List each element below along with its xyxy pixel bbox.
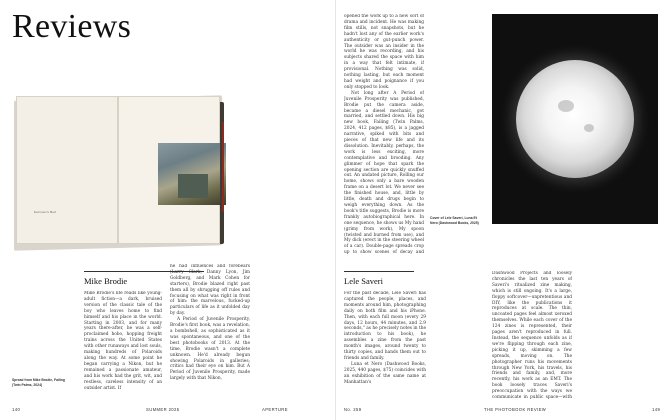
footer-magazine: APERTURE bbox=[262, 407, 288, 412]
moon-crater bbox=[558, 100, 574, 112]
book-ribbon bbox=[222, 122, 224, 212]
book-inner-caption: Kerouac's Bed bbox=[34, 210, 56, 214]
paragraph: Luna et Nero (Dashwood Books, 2025, 440 pages, $75) coincides with an exhibition of the same name at Manhattan's bbox=[344, 361, 426, 385]
paragraph: A Period of Juvenile Prosperity, Brodie's first book, was a revelation, a bombshell, as sophisticated as it was spontaneous, and one of the best photobooks of 2013. At the time, Brodie wasn't a complete unknown. He'd already begun showing Polaroids in galleries; critics had their eye on him. But A Period of Juvenile Prosperity, made largely with that Nikon, bbox=[170, 317, 250, 382]
review-column-4 bbox=[344, 291, 426, 401]
book-photograph-detail bbox=[178, 174, 208, 198]
cover-caption: Cover of Lele Saveri, Luna Et Nero (Dashwood Books, 2025) bbox=[430, 216, 479, 225]
footer-section: THE PHOTOBOOK REVIEW bbox=[484, 407, 547, 412]
page-title: Reviews bbox=[12, 8, 132, 45]
paragraph: For the past decade, Lele Saveri has captured the people, places, and moments around him, photographing daily on both film and his iPhone. Then, with each full moon (every 29 days, 12 hours, 44 minutes, and 2.9 seconds," as he precisely notes in the introduction to his book), he assembles a zine from the past month's images, around twenty to thirty copies, and hands them out to friends and family. bbox=[344, 291, 426, 361]
book-spread-photo bbox=[12, 92, 224, 254]
section-rule bbox=[344, 271, 414, 272]
footer-issue: SUMMER 2025 bbox=[146, 407, 180, 412]
footer-magazine-issue: No. 259 bbox=[344, 407, 362, 412]
book-left-page bbox=[16, 96, 118, 244]
moon-image bbox=[516, 60, 634, 178]
footer-page-number: 149 bbox=[652, 407, 661, 412]
paragraph: opened the work up to a new sort of drama and incident. He was making film stills, not snapshots, but he hadn't lost any of the earlier work's authenticity or gut-punch power. The outsider was an insider in the world he was recording, and his subjects shared the space with him in a way that felt intimate, if provisional. Nothing was solid, nothing lasting, but each moment had weight and poignance if you only stopped to look. bbox=[344, 14, 424, 90]
review-column-1 bbox=[84, 291, 162, 401]
paragraph: Not long after A Period of Juvenile Prosperity was published, Brodie put the camera aside, became a diesel mechanic, got married, and settled down. His big new book, Failing (Twin Palms, 2024, 412 pages, $85), is a jagged narrative, spiked with bits and pieces of that new life and its dissolution. Inevitably, perhaps, the work is less exciting, more contemplative and brooding. Any glimmer of hope that spark the opening section are quickly snuffed out. An undated picture, Rolling our home, shows only a bare wooden frame on a desert lot. We never see the finished house, and, little by little, death and drugs begin to weigh everything down. As the book's title suggests, Brodie is more frankly autobiographical here. In one sequence, he shows us My hand (grimy from work), My spoon (twisted and burned from use), and My dick (erect in the steering wheel of a car). Double-page spreads crop up to show scenes of decay and bbox=[344, 90, 424, 254]
review-heading-saveri: Lele Saveri bbox=[344, 276, 383, 286]
paragraph: Mike Brodie's life reads like young-adult fiction—a dark, bruised version of the classic tale of the boy who leaves home to find himself and his place in the world. Starting in 2003, and for many years there-after, he was a self-proclaimed hobo, hopping freight trains across the United States with other runaways and lost souls, making hundreds of Polaroids along the way. At some point he began carrying a Nikon, but he remained a passionate amateur, and his work had the grit, wit, and restless, careless intensity of an outsider artist. If bbox=[84, 291, 162, 391]
review-column-2 bbox=[170, 264, 250, 401]
paragraph: he had influences and forebears (Larry Clark, Danny Lyon, Jim Goldberg, and Mark Cohen for starters), Brodie blazed right past them all by shrugging off rules and focusing on what was right in front of him: the marvelous, fucked-up particulars of life as it unfolded day by day. bbox=[170, 264, 250, 317]
review-column-3 bbox=[344, 14, 424, 254]
right-page bbox=[336, 0, 672, 420]
review-column-5 bbox=[492, 271, 572, 401]
footer-page-number: 140 bbox=[12, 407, 21, 412]
photo-caption: Spread from Mike Brodie, Failing (Twin Palms, 2024) bbox=[12, 378, 65, 387]
moon-cover-photo bbox=[492, 14, 658, 224]
review-heading-brodie: Mike Brodie bbox=[84, 276, 128, 286]
moon-crater bbox=[584, 124, 594, 132]
paragraph: Dashwood Projects and loosely chronicles the last ten years of Saveri's ritualized zine making, which is still ongoing. It's a large, floppy softcover—unpretentious and DIY, like the publications it reproduces at scale. The thin, uncoated pages feel almost xeroxed themselves. While each cover of the 124 zines is represented, their pages aren't reproduced in full. Instead, the sequence unfolds as if we're flipping through each zine, picking it up, skimming a few spreads, moving on. The photographer runs his movements through New York, his travels, his friends and family, and, more recently, his work as an EMT. The book loosely traces Saveri's preoccupation with the ways we communicate in public space—with bbox=[492, 271, 572, 401]
